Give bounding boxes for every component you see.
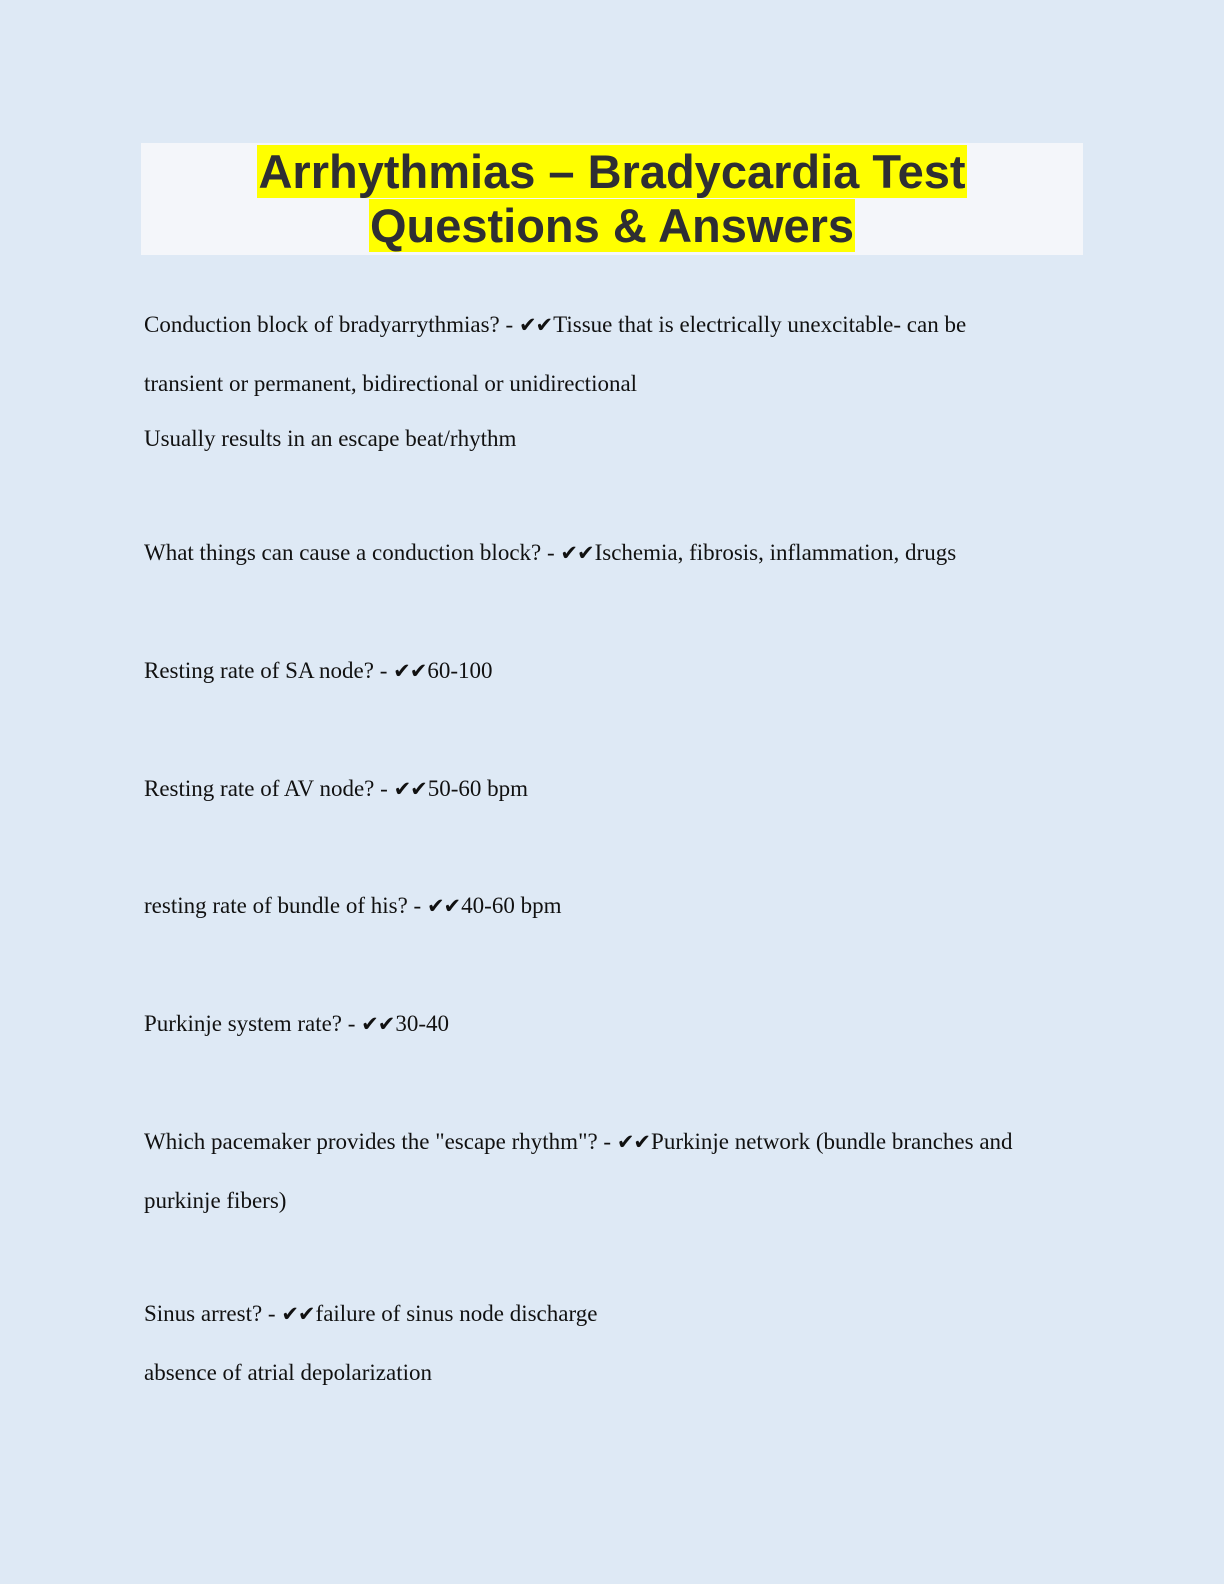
qa-item-7-continuation: purkinje fibers) (144, 1188, 287, 1213)
document-title (141, 143, 1083, 255)
double-check-icon: ✔✔ (361, 1012, 395, 1036)
question-text: Which pacemaker provides the "escape rhythm"? - (144, 1129, 617, 1154)
qa-item-4 (144, 775, 528, 803)
answer-text: 50-60 bpm (427, 776, 529, 801)
qa-item-8-continuation: absence of atrial depolarization (144, 1360, 432, 1385)
answer-text: 60-100 (427, 658, 493, 683)
question-text: Resting rate of SA node? - (144, 658, 394, 683)
double-check-icon: ✔✔ (616, 1130, 651, 1154)
question-text: resting rate of bundle of his? - (144, 893, 427, 918)
answer-text: Purkinje network (bundle branches and (651, 1129, 1013, 1154)
qa-item-1-continuation: transient or permanent, bidirectional or unidirectional (144, 371, 638, 396)
answer-text: 30-40 (395, 1011, 450, 1036)
question-text: Conduction block of bradyarrythmias? - (144, 312, 519, 337)
qa-item-3 (144, 657, 493, 685)
qa-item-1 (144, 311, 966, 339)
qa-item-5 (144, 892, 561, 920)
answer-text: 40-60 bpm (461, 893, 562, 918)
qa-item-2 (144, 539, 956, 567)
question-text: What things can cause a conduction block? - (144, 540, 561, 565)
qa-item-1-continuation: Usually results in an escape beat/rhythm (144, 426, 517, 451)
answer-text: Ischemia, fibrosis, inflammation, drugs (594, 540, 957, 565)
double-check-icon: ✔✔ (560, 541, 594, 565)
answer-text: failure of sinus node discharge (315, 1301, 598, 1326)
double-check-icon: ✔✔ (426, 894, 461, 918)
double-check-icon: ✔✔ (393, 659, 427, 683)
double-check-icon: ✔✔ (393, 777, 427, 801)
title-line-1: Arrhythmias – Bradycardia Test (258, 145, 966, 198)
double-check-icon: ✔✔ (281, 1302, 315, 1326)
qa-item-7 (144, 1128, 1013, 1156)
qa-item-8 (144, 1300, 597, 1328)
answer-text: Tissue that is electrically unexcitable- can be (553, 312, 967, 337)
qa-item-6 (144, 1010, 449, 1038)
question-text: Resting rate of AV node? - (144, 776, 394, 801)
double-check-icon: ✔✔ (518, 313, 553, 337)
question-text: Sinus arrest? - (144, 1301, 282, 1326)
title-line-2: Questions & Answers (369, 199, 855, 252)
question-text: Purkinje system rate? - (144, 1011, 362, 1036)
